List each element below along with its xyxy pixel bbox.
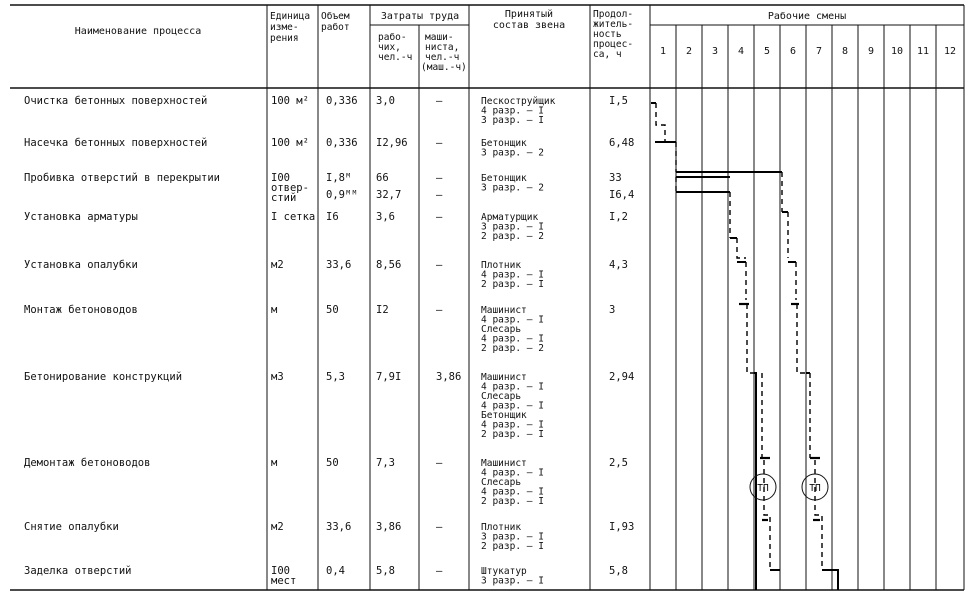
cell-crew: 3 разр. – 2 [481,147,544,159]
cell-duration: I,93 [609,521,635,533]
cell-machinists: – [436,95,443,107]
cell-workers: 3,0 [376,95,395,107]
shift-number: 3 [711,46,719,57]
cell-crew: 4 разр. – I [481,314,544,326]
cell-machinists: – [436,457,443,469]
cell-volume: 0,336 [326,95,358,107]
cell-name: Демонтаж бетоноводов [24,457,151,469]
tech-break-label: ТП [757,483,769,494]
header-machinists-1: маши- [425,32,454,43]
cell-crew: Машинист [481,372,527,383]
header-duration-1: Продол- [593,9,634,20]
table-body [24,95,634,587]
cell-machinists: – [436,137,443,149]
shift-number: 9 [867,46,875,57]
cell-workers: 7,9I [376,371,402,383]
header-workers-1: рабо- [378,32,407,43]
header-machinists-3: чел.-ч [425,52,460,63]
shift-numbers [660,46,956,57]
cell-workers: 66 [376,172,389,184]
cell-duration: I6,4 [609,189,635,201]
shift-number: 12 [943,46,957,57]
cell-machinists: – [436,189,443,201]
header-machinists-2: ниста, [425,42,460,53]
cell-name: Пробивка отверстий в перекрытии [24,172,220,184]
cell-crew: 2 разр. – I [481,496,544,507]
header-labor-costs: Затраты труда [380,11,460,22]
cell-duration: 5,8 [609,565,628,577]
cell-crew: 3 разр. – I [481,115,544,126]
cell-workers: I2 [376,304,389,316]
cell-crew: 4 разр. – I [481,269,544,281]
cell-machinists: – [436,521,443,533]
cell-unit: м3 [271,371,284,383]
cell-unit: 100 м² [271,137,309,149]
cell-crew: 4 разр. – I [481,486,544,498]
cell-crew: 3 разр. – I [481,531,544,543]
cell-name: Насечка бетонных поверхностей [24,137,208,149]
shift-number: 11 [916,46,930,57]
cell-workers: 7,3 [376,457,395,469]
cell-machinists: 3,86 [436,371,462,383]
cell-crew: Арматурщик [481,212,539,223]
cell-duration: 33 [609,172,622,184]
header-machinists-4: (маш.-ч) [421,62,467,73]
header-workers-2: чих, [378,42,401,53]
cell-workers: 32,7 [376,189,402,201]
cell-crew: 2 разр. – 2 [481,231,544,242]
cell-volume: I6 [326,211,339,223]
cell-name: Снятие опалубки [24,521,119,533]
cell-unit: I00 [271,172,290,184]
cell-name: Заделка отверстий [24,565,132,577]
header-unit-3: рения [270,33,299,44]
cell-crew: 3 разр. – 2 [481,182,544,194]
cell-name: Установка опалубки [24,259,138,271]
cell-crew: Штукатур [481,566,527,577]
cell-duration: I,5 [609,95,628,107]
cell-volume: 33,6 [326,259,352,271]
cell-crew: 4 разр. – I [481,105,544,117]
cell-name: Очистка бетонных поверхностей [24,95,208,107]
cell-unit: мест [271,575,297,587]
header-crew-2: состав звена [492,20,566,31]
cell-crew: 2 разр. – I [481,541,544,552]
tech-break-markers [750,474,828,500]
cell-unit: стий [271,192,297,204]
cell-crew: Слесарь [481,391,522,402]
shift-number: 5 [763,46,771,57]
cell-unit: м2 [271,259,284,271]
cell-machinists: – [436,259,443,271]
cell-workers: 3,86 [376,521,402,533]
header-crew-1: Принятый [504,9,554,20]
tech-break-label: ТП [809,483,821,494]
shift-number: 6 [789,46,797,57]
header-workers-3: чел.-ч [378,52,413,63]
cell-machinists: – [436,211,443,223]
cell-workers: I2,96 [376,137,408,149]
header-shifts: Рабочие смены [767,11,847,22]
schedule-graph [651,103,838,590]
cell-crew: 4 разр. – I [481,333,544,345]
header-unit-1: Единица [270,11,311,22]
cell-volume: 5,3 [326,371,345,383]
cell-crew: 2 разр. – 2 [481,343,544,354]
shift-number: 8 [841,46,849,57]
cell-duration: 6,48 [609,137,635,149]
cell-crew: Плотник [481,260,522,271]
header-duration-5: са, ч [593,49,622,60]
cell-crew: Бетонщик [481,173,527,184]
cell-crew: Слесарь [481,324,522,335]
cell-duration: 3 [609,304,616,316]
cell-machinists: – [436,304,443,316]
shift-number: 4 [737,46,745,57]
cell-duration: 2,5 [609,457,628,469]
header-process: Наименование процесса [74,26,202,37]
cell-volume: 50 [326,457,339,469]
cell-unit: 100 м² [271,95,309,107]
header-duration-2: житель- [593,19,634,30]
cell-unit: I сетка [271,211,316,223]
header-duration-4: процес- [593,39,634,50]
shift-number: 1 [659,46,667,57]
cell-unit: м2 [271,521,284,533]
header-unit-2: изме- [270,22,299,33]
cell-duration: 4,3 [609,259,628,271]
cell-workers: 3,6 [376,211,395,223]
cell-crew: 2 разр. – I [481,429,544,440]
cell-crew: Бетонщик [481,138,527,149]
shift-number: 2 [685,46,693,57]
table-header [74,8,849,73]
cell-unit: м [271,457,278,469]
cell-crew: 3 разр. – I [481,575,544,587]
cell-unit: I00 [271,565,290,577]
cell-machinists: – [436,565,443,577]
cell-volume: 0,9ᴹᴹ [326,189,358,201]
shift-number: 10 [890,46,904,57]
cell-volume: I,8ᴹ [326,172,352,184]
cell-volume: 0,4 [326,565,345,577]
cell-crew: 4 разр. – I [481,467,544,479]
cell-crew: Бетонщик [481,410,527,421]
cell-workers: 5,8 [376,565,395,577]
header-volume-1: Объем [321,11,350,22]
cell-crew: Машинист [481,458,527,469]
cell-crew: 2 разр. – I [481,279,544,290]
cell-machinists: – [436,172,443,184]
cell-crew: 3 разр. – I [481,221,544,233]
cell-name: Бетонирование конструкций [24,371,183,383]
header-duration-3: ность [593,29,622,40]
cell-volume: 0,336 [326,137,358,149]
cell-workers: 8,56 [376,259,402,271]
cell-crew: Пескоструйщик [481,96,556,107]
header-volume-2: работ [321,22,350,33]
shift-number: 7 [815,46,823,57]
cell-duration: I,2 [609,211,628,223]
cell-unit: м [271,304,278,316]
cell-volume: 33,6 [326,521,352,533]
cell-crew: Машинист [481,305,527,316]
cell-crew: 4 разр. – I [481,381,544,393]
cell-name: Монтаж бетоноводов [24,304,138,316]
cell-duration: 2,94 [609,371,635,383]
cell-crew: 4 разр. – I [481,400,544,412]
cell-crew: Слесарь [481,477,522,488]
cell-volume: 50 [326,304,339,316]
cell-unit: отвер- [271,182,309,194]
cell-crew: Плотник [481,522,522,533]
cell-crew: 4 разр. – I [481,419,544,431]
cell-name: Установка арматуры [24,211,138,223]
